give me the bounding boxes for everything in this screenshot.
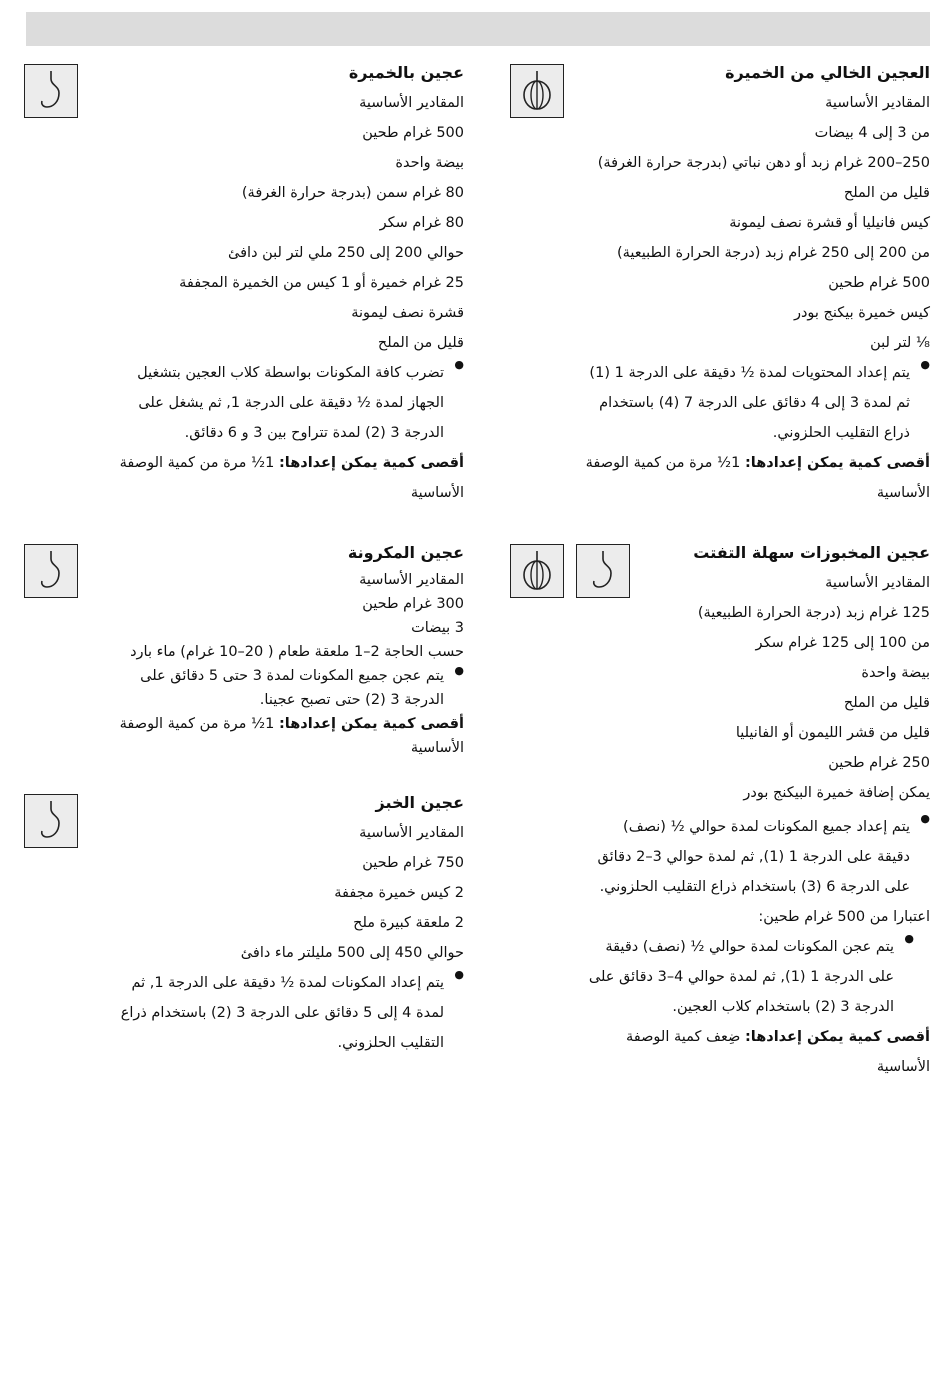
steps-list [510,932,914,1022]
step [510,932,914,1022]
max-label: أقصى كمية يمكن إعدادها: [278,455,464,471]
step-line: ● يتم عجن المكونات لمدة حوالي ½ (نصف) دقيقة [605,939,894,955]
step-line: ● يتم إعداد جميع المكونات لمدة حوالي ½ (نصف) [623,819,910,835]
ingredient: حوالي 450 إلى 500 مليلتر ماء دافئ [240,945,464,961]
ingredient: حوالي 200 إلى 250 ملي لتر لبن دافئ [228,245,464,261]
ingredient: 300 غرام طحين [362,596,464,612]
dough-hook-icon [24,64,78,118]
subtitle: المقادير الأساسية [359,825,464,841]
ingredient: 3 بيضات [411,620,464,636]
recipe-bread-dough [24,788,464,1058]
step-line: الدرجة 3 (2) باستخدام كلاب العجين. [672,999,894,1015]
subtitle: المقادير الأساسية [359,95,464,111]
max-text: 1½ مرة من كمية الوصفة [119,455,275,471]
step-line: ذراع التقليب الحلزوني. [772,425,910,441]
step-line: ● تضرب كافة المكونات بواسطة كلاب العجين بتشغيل [137,365,444,381]
left-column [24,58,464,1058]
steps-list [24,968,464,1058]
ingredient: من 3 إلى 4 بيضات [814,125,930,141]
recipe-title: عجين بالخميرة [348,63,464,82]
steps-list [24,664,464,712]
step-line: الدرجة 3 (2) لمدة تتراوح بين 3 و 6 دقائق. [184,425,444,441]
max-text: ضِعف كمية الوصفة [626,1029,741,1045]
step [510,812,930,902]
step-line: على الدرجة 6 (3) باستخدام ذراع التقليب الحلزوني. [599,879,910,895]
ingredient: 25 غرام خميرة أو 1 كيس من الخميرة المجففة [179,275,464,291]
ingredient: ⅛ لتر لبن [870,335,930,351]
dough-hook-icon [576,544,630,598]
ingredient: 80 غرام سمن (بدرجة حرارة الغرفة) [241,185,464,201]
ingredient: بيضة واحدة [861,665,930,681]
max-quantity [510,448,930,508]
recipe-title: عجين الخبز [375,793,464,812]
dough-hook-icon [24,544,78,598]
ingredient: كيس خميرة بيكنج بودر [793,305,930,321]
max-label: أقصى كمية يمكن إعدادها: [278,716,464,732]
step-line: ثم لمدة 3 إلى 4 دقائق على الدرجة 7 (4) باستخدام [599,395,910,411]
step-line: الجهاز لمدة ½ دقيقة على الدرجة 1, ثم يشغل على [138,395,444,411]
ingredient: قليل من الملح [377,335,464,351]
note: اعتبارا من 500 غرام طحين: [758,909,930,925]
step-line: ● يتم إعداد المحتويات لمدة ½ دقيقة على الدرجة 1 (1) [589,365,910,381]
recipe-title: عجين المكرونة [347,543,464,562]
steps-list [510,812,930,902]
max-label: أقصى كمية يمكن إعدادها: [744,455,930,471]
step [24,968,464,1058]
ingredient: 125 غرام زبد (درجة الحرارة الطبيعية) [697,605,930,621]
max-quantity [24,448,464,508]
header-bar [26,12,930,46]
step-line: لمدة 4 إلى 5 دقائق على الدرجة 3 (2) باستخدام ذراع [120,1005,444,1021]
max-text: 1½ مرة من كمية الوصفة [585,455,741,471]
ingredient: يمكن إضافة خميرة البيكنج بودر [743,785,930,801]
max-text: 1½ مرة من كمية الوصفة [119,716,275,732]
step-line: الدرجة 3 (2) حتى تصبح عجينا. [259,692,444,708]
step-line: على الدرجة 1 (1), ثم لمدة حوالي 4–3 دقائق على [588,969,894,985]
max-quantity [510,1022,930,1082]
subtitle: المقادير الأساسية [825,95,930,111]
ingredient: 250 غرام طحين [828,755,930,771]
recipe-title: العجين الخالي من الخميرة [725,63,930,82]
ingredient: من 100 إلى 125 غرام سكر [755,635,930,651]
recipe-yeast-dough [24,58,464,538]
max-text: الأساسية [876,1059,930,1075]
max-text: الأساسية [410,485,464,501]
ingredient: 750 غرام طحين [362,855,464,871]
max-label: أقصى كمية يمكن إعدادها: [744,1029,930,1045]
recipe-yeast-free-dough [510,58,930,528]
steps-list [24,358,464,448]
ingredient: 500 غرام طحين [828,275,930,291]
dough-hook-icon [24,794,78,848]
recipe-title: عجين المخبوزات سهلة التفتت [693,543,930,562]
ingredient: 250–200 غرام زبد أو دهن نباتي (بدرجة حرارة الغرفة) [597,155,930,171]
ingredient: 80 غرام سكر [379,215,464,231]
recipe-pasta-dough [24,538,464,788]
max-quantity [24,712,464,760]
ingredient: قليل من الملح [843,185,930,201]
ingredient: من 200 إلى 250 غرام زبد (درجة الحرارة الطبيعية) [616,245,930,261]
subtitle: المقادير الأساسية [359,572,464,588]
ingredient: قليل من الملح [843,695,930,711]
step [24,358,464,448]
ingredient: قشرة نصف ليمونة [351,305,464,321]
steps-list [510,358,930,448]
subtitle: المقادير الأساسية [825,575,930,591]
step-line: ● يتم عجن جميع المكونات لمدة 3 حتى 5 دقائق على [140,668,444,684]
ingredient: قليل من قشر الليمون أو الفانيليا [735,725,930,741]
step-line: دقيقة على الدرجة 1 (1), ثم لمدة حوالي 3–2 دقائق [597,849,910,865]
max-text: الأساسية [410,740,464,756]
step-line: ● يتم إعداد المكونات لمدة ½ دقيقة على الدرجة 1, ثم [131,975,444,991]
whisk-icon [510,64,564,118]
ingredient: بيضة واحدة [395,155,464,171]
ingredient: 2 كيس خميرة مجففة [334,885,464,901]
whisk-icon [510,544,564,598]
ingredient: 500 غرام طحين [362,125,464,141]
step-line: التقليب الحلزوني. [337,1035,444,1051]
ingredient: حسب الحاجة 2–1 ملعقة طعام ( 20–10 غرام) ماء بارد [130,644,464,660]
recipe-shortcrust-dough [510,538,930,1082]
max-text: الأساسية [876,485,930,501]
step [510,358,930,448]
step [24,664,464,712]
ingredient: 2 ملعقة كبيرة ملح [353,915,464,931]
ingredient: كيس فانيليا أو قشرة نصف ليمونة [729,215,930,231]
right-column [510,58,930,1082]
